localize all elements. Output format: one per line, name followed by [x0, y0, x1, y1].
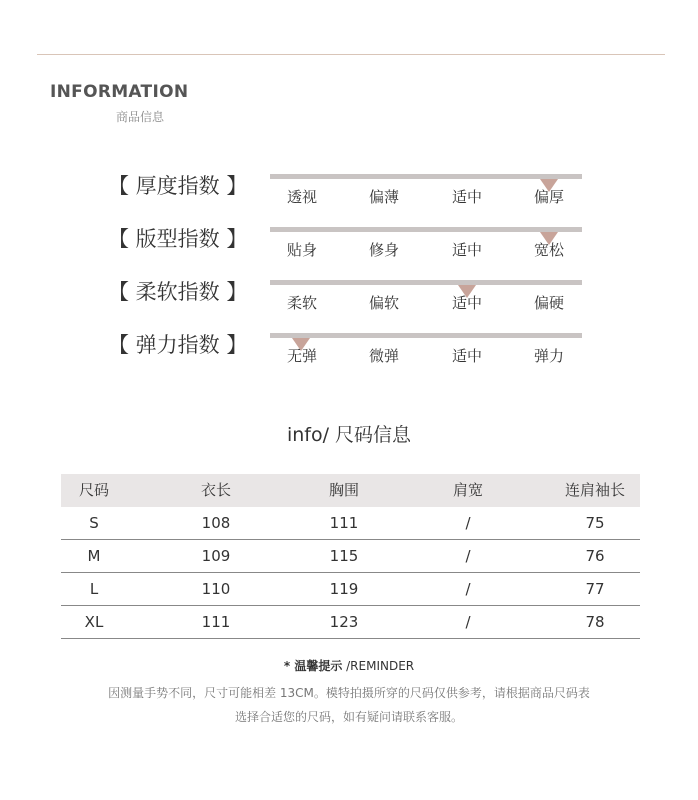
index-scale-bar — [270, 280, 582, 285]
section-subtitle: 商品信息 — [116, 110, 165, 124]
table-row — [61, 507, 640, 540]
index-option: 贴身 — [286, 241, 317, 259]
index-label: 【 版型指数 】 — [108, 227, 248, 251]
index-option: 宽松 — [533, 241, 564, 259]
reminder-note-line2: 选择合适您的尺码，如有疑问请联系客服。 — [234, 710, 463, 724]
index-scale-bar — [270, 174, 582, 179]
column-header-size: 尺码 — [78, 481, 109, 499]
index-row-thickness — [0, 170, 698, 220]
top-divider — [37, 54, 665, 55]
table-cell: / — [465, 514, 471, 532]
table-cell: 115 — [329, 547, 359, 565]
index-scale-bar — [270, 227, 582, 232]
index-option: 适中 — [451, 188, 482, 206]
table-cell: / — [465, 613, 471, 631]
size-chart-heading: info/ 尺码信息 — [286, 424, 412, 446]
table-row — [61, 540, 640, 573]
table-cell: M — [87, 547, 101, 565]
index-option: 偏硬 — [533, 294, 564, 312]
reminder-note-line1: 因测量手势不同，尺寸可能相差 13CM。模特拍摄所穿的尺码仅供参考，请根据商品尺码表 — [108, 686, 590, 700]
table-cell: 111 — [201, 613, 231, 631]
reminder-label: * 温馨提示 — [283, 659, 343, 673]
index-option: 偏薄 — [368, 188, 399, 206]
table-row — [61, 573, 640, 606]
size-table — [61, 474, 640, 639]
table-header-row — [61, 474, 640, 507]
table-cell: / — [465, 580, 471, 598]
index-row-elasticity — [0, 329, 698, 379]
reminder-title — [0, 657, 698, 674]
table-cell: 109 — [201, 547, 231, 565]
table-cell: 110 — [201, 580, 231, 598]
table-cell: 123 — [329, 613, 359, 631]
table-cell: L — [89, 580, 99, 598]
section-title: INFORMATION — [50, 82, 189, 102]
index-row-softness — [0, 276, 698, 326]
index-option: 无弹 — [286, 347, 317, 365]
table-cell: 75 — [585, 514, 605, 532]
index-option: 弹力 — [533, 347, 564, 365]
index-row-fit — [0, 223, 698, 273]
table-cell: 76 — [585, 547, 605, 565]
column-header-sleeve: 连肩袖长 — [564, 481, 625, 499]
table-cell: 77 — [585, 580, 605, 598]
column-header-bust: 胸围 — [328, 481, 359, 499]
column-header-shoulder: 肩宽 — [452, 481, 483, 499]
index-option: 修身 — [368, 241, 399, 259]
index-option: 偏软 — [368, 294, 399, 312]
index-option: 适中 — [451, 241, 482, 259]
index-option: 适中 — [451, 294, 482, 312]
index-label: 【 厚度指数 】 — [108, 174, 248, 198]
table-row — [61, 606, 640, 639]
index-option: 透视 — [286, 188, 317, 206]
index-option: 微弹 — [368, 347, 399, 365]
index-label: 【 柔软指数 】 — [108, 280, 248, 304]
table-cell: 78 — [585, 613, 605, 631]
table-cell: 108 — [201, 514, 231, 532]
table-cell: XL — [84, 613, 104, 631]
table-cell: 111 — [329, 514, 359, 532]
index-option: 偏厚 — [533, 188, 564, 206]
index-option: 柔软 — [286, 294, 317, 312]
index-option: 适中 — [451, 347, 482, 365]
column-header-length: 衣长 — [200, 481, 231, 499]
index-label: 【 弹力指数 】 — [108, 333, 248, 357]
index-scale-bar — [270, 333, 582, 338]
table-cell: S — [89, 514, 99, 532]
table-cell: / — [465, 547, 471, 565]
reminder-suffix: /REMINDER — [342, 659, 415, 673]
table-cell: 119 — [329, 580, 359, 598]
